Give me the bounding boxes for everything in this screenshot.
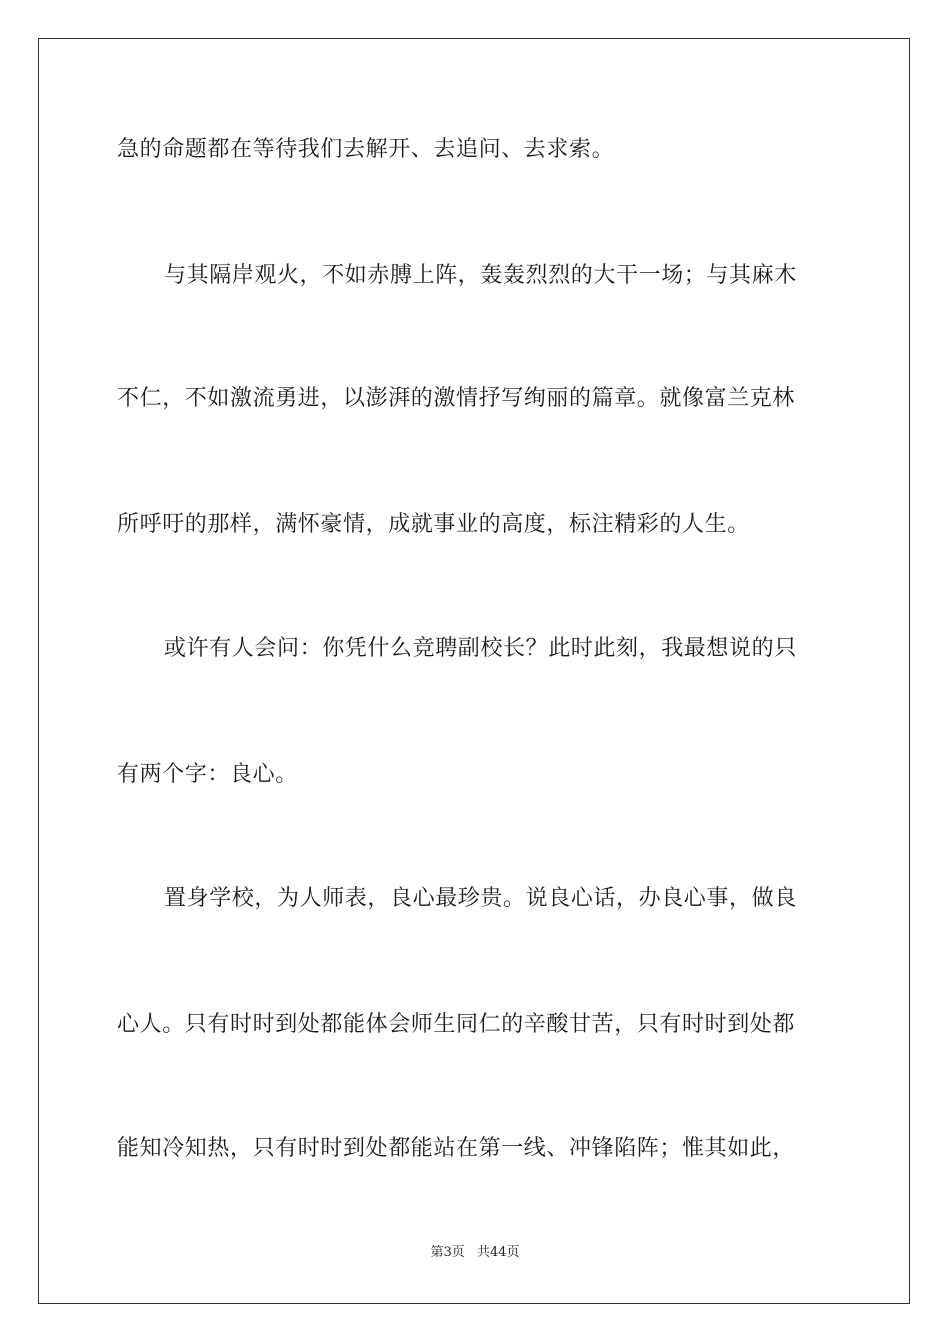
total-page-count: 共44页 <box>476 1245 520 1260</box>
text-line: 有两个字：良心。 <box>117 762 298 787</box>
current-page-number: 第3页 <box>430 1245 465 1260</box>
text-line: 能知冷知热，只有时时到处都能站在第一线、冲锋陷阵；惟其如此， <box>117 1136 796 1161</box>
text-line: 不仁，不如激流勇进，以澎湃的激情抒写绚丽的篇章。就像富兰克林 <box>117 386 796 411</box>
paragraph-first-line: 与其隔岸观火，不如赤膊上阵，轰轰烈烈的大干一场；与其麻木 <box>164 263 797 288</box>
text-line: 所呼吁的那样，满怀豪情，成就事业的高度，标注精彩的人生。 <box>117 512 750 537</box>
page-footer <box>0 1244 950 1262</box>
page-border <box>38 38 910 1304</box>
paragraph-first-line: 或许有人会问：你凭什么竞聘副校长？此时此刻，我最想说的只 <box>164 636 797 661</box>
paragraph-first-line: 置身学校，为人师表，良心最珍贵。说良心话，办良心事，做良 <box>164 886 797 911</box>
text-line: 心人。只有时时到处都能体会师生同仁的辛酸甘苦，只有时时到处都 <box>117 1012 796 1037</box>
text-line: 急的命题都在等待我们去解开、去追问、去求索。 <box>117 137 615 162</box>
